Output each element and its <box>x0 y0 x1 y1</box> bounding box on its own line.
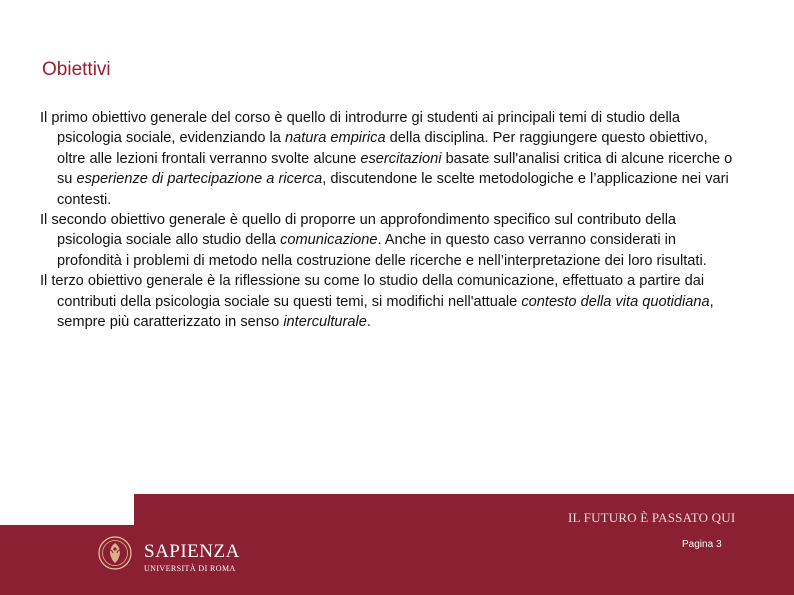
body-text-segment: , sempre più caratterizzato in senso <box>57 293 714 331</box>
body-text-segment: Il terzo obiettivo generale è la riflessione su come lo studio della comunicazione, effettuato a partire dai contributi della psicologia sociale su questi temi, si modifichi nell'attuale <box>40 273 705 310</box>
emphasis-text: contesto della vita quotidiana <box>521 293 710 310</box>
page-label: Pagina <box>682 539 714 550</box>
emphasis-text: natura empirica <box>284 130 386 147</box>
paragraph-1 <box>40 108 740 210</box>
body-text <box>40 108 740 332</box>
logo-subtitle: UNIVERSITÀ DI ROMA <box>144 564 236 573</box>
body-text-segment: , discutendone le scelte metodologiche e l’applicazione nei vari contesti. <box>57 171 729 208</box>
body-text-segment: basate sull'analisi critica di alcune ricerche o su <box>57 150 733 188</box>
university-logo <box>98 536 238 580</box>
footer-motto: IL FUTURO È PASSATO QUI <box>568 510 736 525</box>
logo-name: SAPIENZA <box>144 541 240 562</box>
body-text-segment: Il primo obiettivo generale del corso è quello di introdurre gi studenti ai principali temi di studio della psicologia sociale, evidenziando la <box>40 110 681 147</box>
body-text-segment: . <box>366 314 371 331</box>
emphasis-text: comunicazione <box>280 232 378 249</box>
emphasis-text: esercitazioni <box>360 150 442 167</box>
university-seal-icon <box>98 536 132 570</box>
body-text-segment: della disciplina. Per raggiungere questo obiettivo, oltre alle lezioni frontali verranno svolte alcune <box>57 130 708 167</box>
body-text-segment: . Anche in questo caso verranno considerati in profondità i problemi di metodo nella costruzione delle ricerche e nell’interpretazione dei loro risultati. <box>57 232 707 269</box>
body-text-segment: Il secondo obiettivo generale è quello di proporre un approfondimento specifico sul contributo della psicologia sociale allo studio della <box>40 212 677 249</box>
slide-title: Obiettivi <box>42 59 111 80</box>
emphasis-text: esperienze di partecipazione a ricerca <box>76 171 323 188</box>
emphasis-text: interculturale <box>283 314 367 331</box>
paragraph-3 <box>40 271 740 332</box>
paragraph-2 <box>40 210 740 271</box>
page-number-value: 3 <box>716 539 722 550</box>
page-number <box>682 539 722 550</box>
